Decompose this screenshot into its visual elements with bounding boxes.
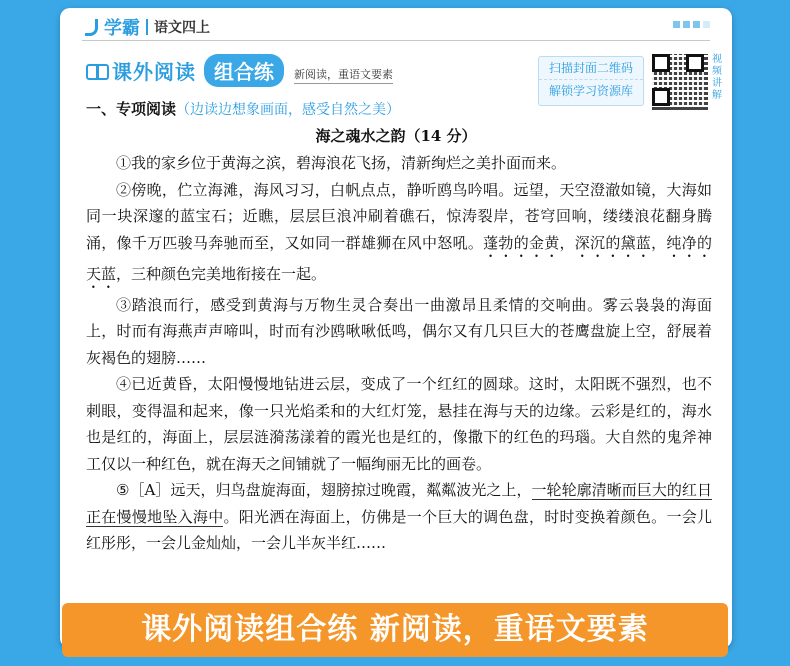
workbook-page [60,8,732,648]
scan-line-2: 解锁学习资源库 [539,79,643,102]
article-title: 海之魂水之韵（14 分） [315,127,477,145]
section-tag: 组合练 [204,54,284,87]
paragraph-1: ①我的家乡位于黄海之滨，碧海浪花飞扬，清新绚烂之美扑面而来。 [116,154,567,172]
book-title: 语文四上 [154,20,210,36]
header-decoration-dots [673,21,710,28]
qr-corner-icon [652,54,670,72]
article-body [86,150,712,557]
paragraph-2-emphasis: 蓬勃的金黄，深沉的黛蓝，纯净的天蓝 [86,233,712,283]
paragraph-5-text: ⑤［A］远天，归鸟盘旋海面，翅膀掠过晚霞，粼粼波光之上， [116,481,532,499]
promo-banner: 课外阅读组合练 新阅读，重语文要素 [62,603,728,657]
part-heading [86,98,400,119]
scan-line-1: 扫描封面二维码 [548,61,633,75]
page-header [60,8,732,44]
section-subtitle: 新阅读，重语文要素 [294,66,393,84]
part-title: 一、专项阅读 [86,100,177,118]
brand-logo [82,14,210,40]
paragraph-5-underlined: 一轮轮廓清晰而巨大的红日正在慢慢地坠入海中 [86,481,712,526]
paragraph-5 [86,477,712,557]
qr-corner-icon [652,88,670,106]
scan-qr-prompt [538,56,644,106]
paragraph-2-end: ，三种颜色完美地衔接在一起。 [116,264,327,283]
paragraph-4: ④已近黄昏，太阳慢慢地钻进云层，变成了一个红红的圆球。这时，太阳既不强烈，也不刺眼，变得温和起来，像一只光焰柔和的大红灯笼，悬挂在海与天的边缘。云彩是红的，海水也是红的，海面上，层层涟漪荡漾着的霞光也是红的，像撒下的红色的玛瑙。大自然的鬼斧神工仅以一种红色，就在海天之间铺就了一幅绚丽无比的画卷。 [86,375,712,473]
section-title: 课外阅读 [112,60,196,84]
paragraph-2 [86,177,712,292]
paragraph-5-end: 。阳光洒在海面上，仿佛是一个巨大的调色盘，时时变换着颜色。一会儿红彤彤，一会儿金灿灿，一会儿半灰半红…… [86,507,712,552]
part-note: （边读边想象画面，感受自然之美） [176,102,401,118]
qr-corner-icon [686,54,704,72]
logo-mark-icon [82,17,102,37]
video-explain-label: 视频讲解 [712,54,722,101]
paragraph-3: ③踏浪而行，感受到黄海与万物生灵合奏出一曲激昂且柔情的交响曲。雾云袅袅的海面上，时而有海燕声声啼叫，时而有沙鸥啾啾低鸣，偶尔又有几只巨大的苍鹰盘旋上空，舒展着灰褐色的翅膀…… [86,295,712,367]
open-book-icon [86,62,108,80]
header-rule [82,40,710,41]
brand-name: 学霸 [104,18,140,39]
section-heading [86,54,393,87]
paragraph-2-text: ②傍晚，伫立海滩，海风习习，白帆点点，静听鸥鸟吟唱。远望，天空澄澈如镜，大海如同一块深邃的蓝宝石；近瞧，层层巨浪冲刷着礁石，惊涛裂岸，苍穹回响，缕缕浪花翻身腾涌，像千万匹骏马奔驰而至，又如同一群雄狮在风中怒吼。 [86,180,712,252]
header-divider [146,19,148,35]
